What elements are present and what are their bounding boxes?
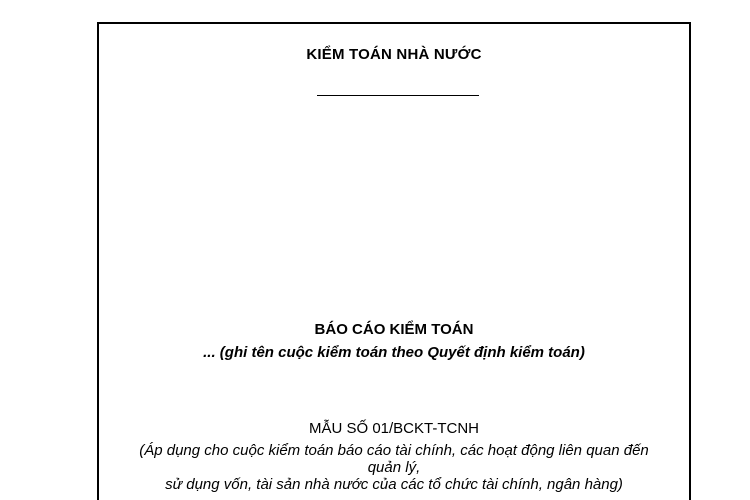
form-note-line-2: quản lý,	[367, 459, 421, 476]
form-note	[99, 442, 689, 493]
report-title: BÁO CÁO KIỂM TOÁN	[314, 321, 474, 338]
organization-name: KIỂM TOÁN NHÀ NƯỚC	[306, 46, 482, 63]
document-page	[97, 22, 691, 500]
organization-underline	[317, 95, 479, 96]
form-note-line-3: sử dụng vốn, tài sản nhà nước của các tổ chức tài chính, ngân hàng)	[165, 476, 623, 493]
form-note-line-1: (Áp dụng cho cuộc kiểm toán báo cáo tài chính, các hoạt động liên quan đến	[139, 442, 649, 459]
report-subtitle: ... (ghi tên cuộc kiểm toán theo Quyết định kiểm toán)	[203, 344, 585, 361]
form-code: MẪU SỐ 01/BCKT-TCNH	[308, 420, 480, 437]
